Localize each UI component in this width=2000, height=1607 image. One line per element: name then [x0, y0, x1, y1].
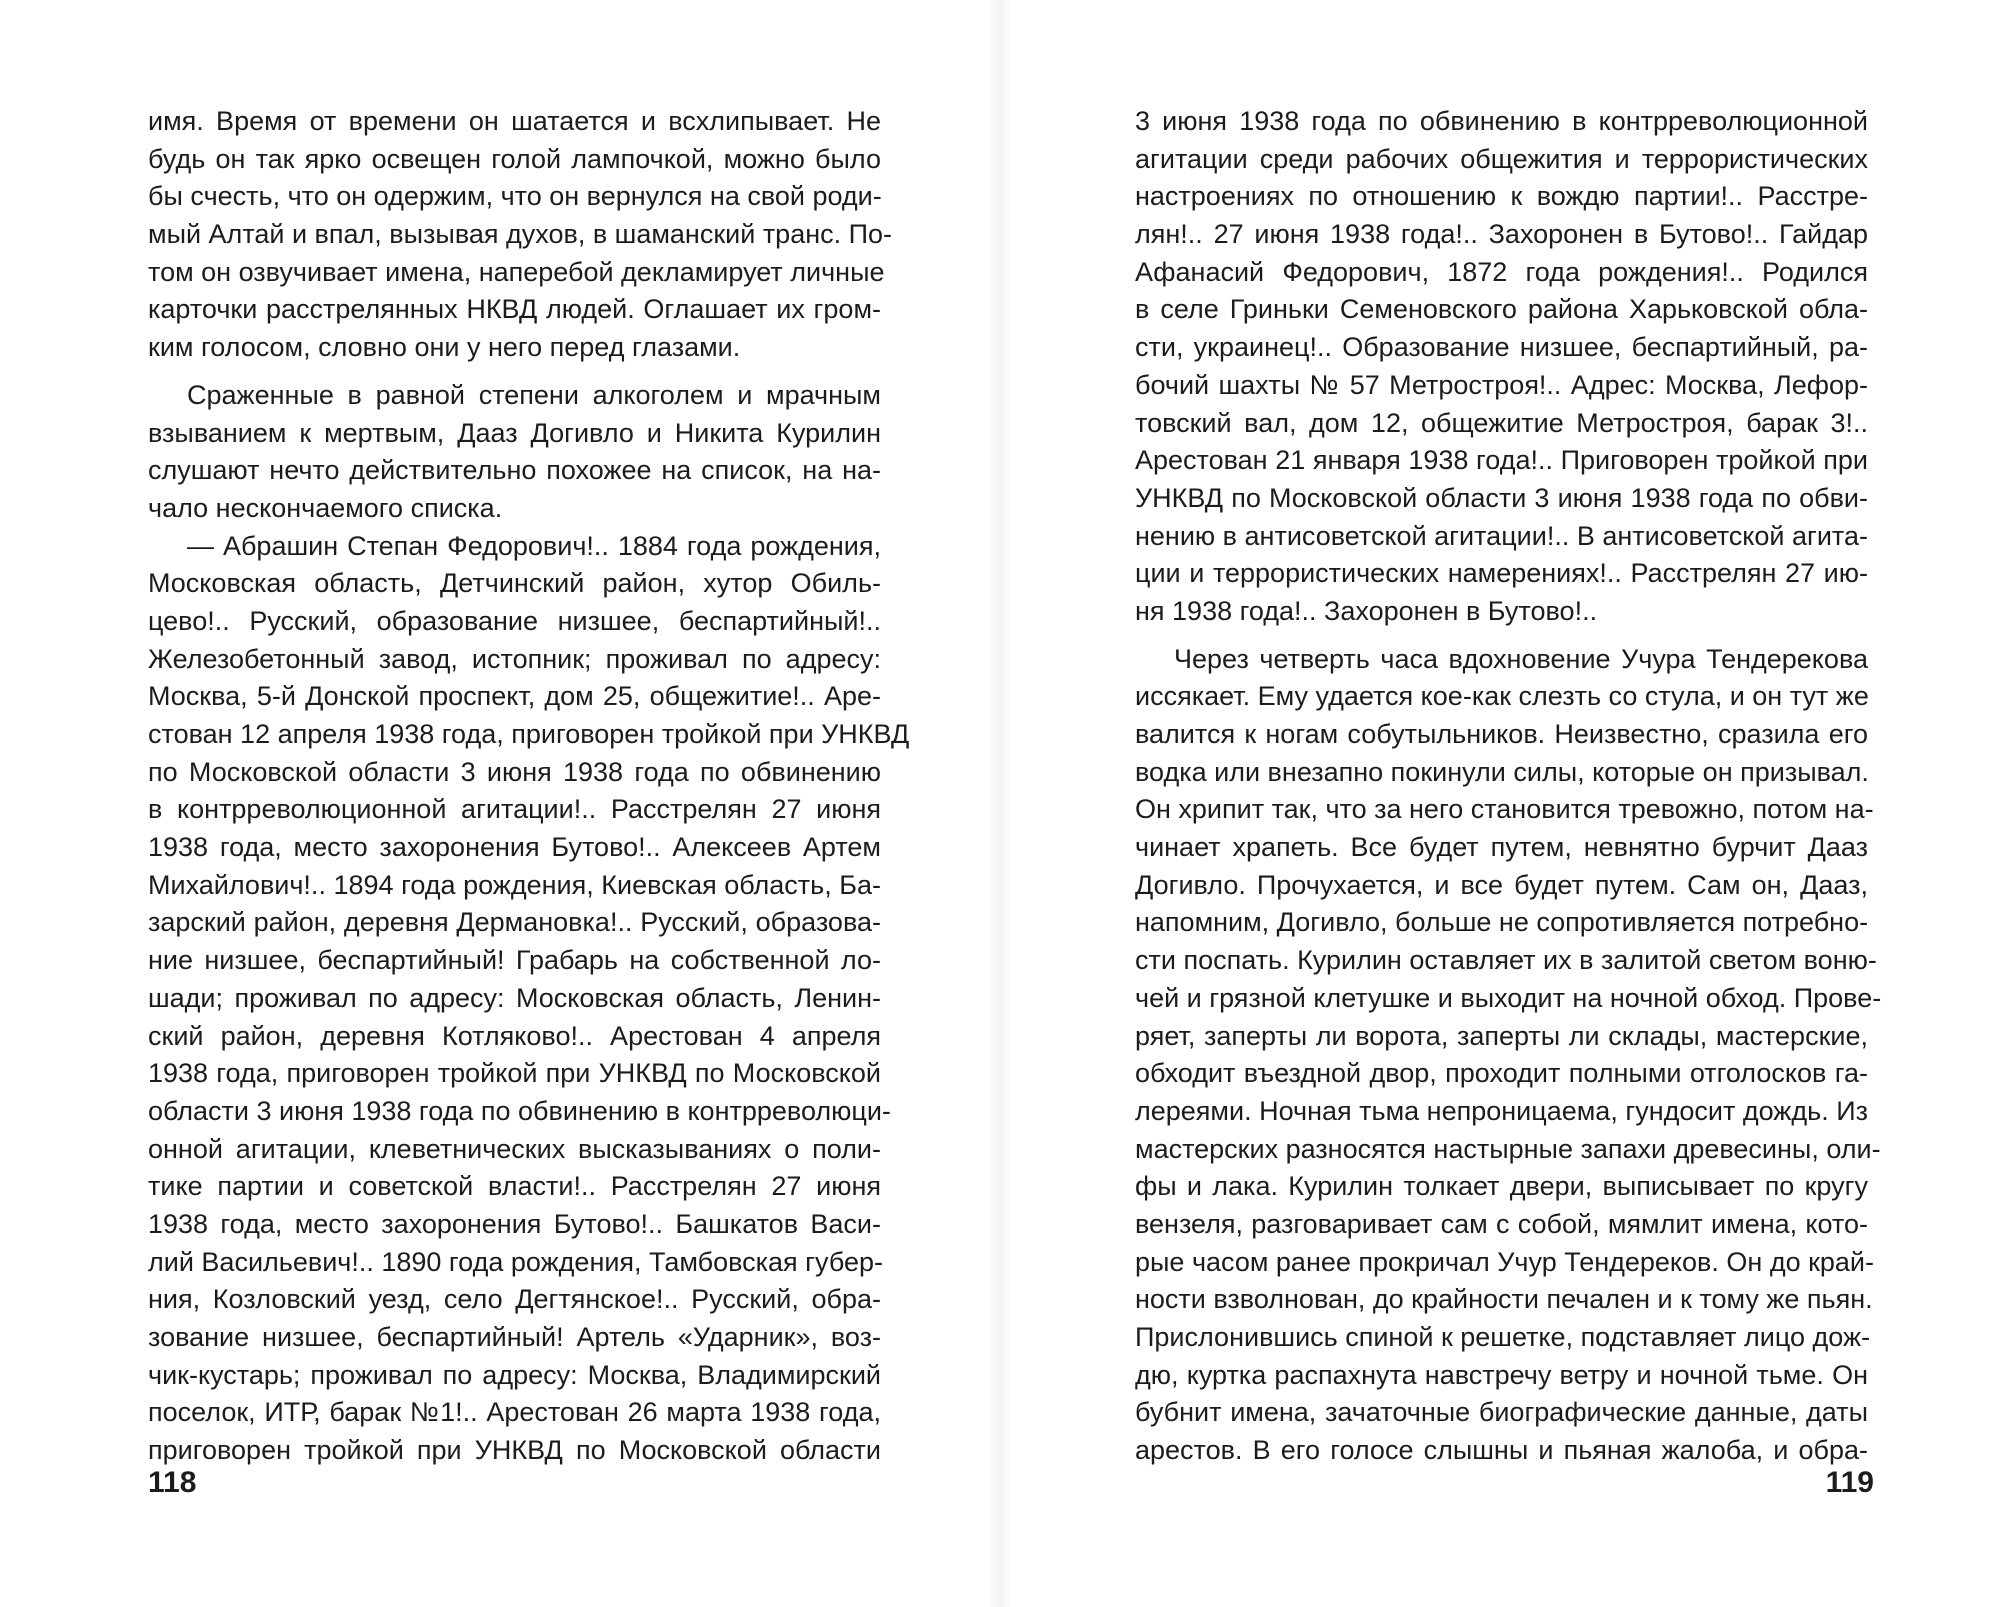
text-line: ности взволнован, до крайности печален и к тому же пьян. [1135, 1284, 1873, 1315]
text-line: лереями. Ночная тьма непроницаема, гундосит дождь. Из [1135, 1095, 1868, 1126]
text-line: лян!.. 27 июня 1938 года!.. Захоронен в Бутово!.. Гайдар [1135, 219, 1868, 250]
text-line: Прислонившись спиной к решетке, подставляет лицо дож- [1135, 1322, 1871, 1352]
text-line: ния, Козловский уезд, село Дегтянское!.. Русский, обра- [148, 1284, 881, 1315]
text-line: чинает храпеть. Все будет путем, невнятно бурчит Дааз [1135, 832, 1868, 863]
text-line: приговорен тройкой при УНКВД по Московской области [148, 1435, 881, 1466]
text-line: будь он так ярко освещен голой лампочкой, можно было [148, 143, 881, 174]
text-line: валится к ногам собутыльников. Неизвестно, сразила его [1135, 719, 1868, 749]
text-line: Сраженные в равной степени алкоголем и мрачным [187, 379, 881, 410]
text-line: ский район, деревня Котляково!.. Арестован 4 апреля [148, 1020, 881, 1051]
text-line: 3 июня 1938 года по обвинению в контрреволюционной [1135, 106, 1868, 136]
text-line: арестов. В его голосе слышны и пьяная жалоба, и обра- [1135, 1435, 1868, 1466]
text-line: иссякает. Ему удается кое-как слезть со стула, и он тут же [1135, 681, 1869, 712]
text-line: поселок, ИТР, барак №1!.. Арестован 26 марта 1938 года, [148, 1397, 881, 1428]
text-line: товский вал, дом 12, общежитие Метростроя, барак 3!.. [1135, 407, 1868, 438]
text-line: по Московской области 3 июня 1938 года по обвинению [148, 756, 881, 787]
text-line: ким голосом, словно они у него перед глазами. [148, 332, 741, 363]
text-line: шади; проживал по адресу: Московская область, Ленин- [148, 982, 881, 1013]
text-line: Железобетонный завод, истопник; проживал по адресу: [148, 643, 881, 674]
text-line: агитации среди рабочих общежития и террористических [1135, 143, 1868, 174]
text-line: Арестован 21 января 1938 года!.. Приговорен тройкой при [1135, 445, 1868, 476]
text-line: в контрреволюционной агитации!.. Расстрелян 27 июня [148, 794, 881, 825]
text-line: Михайлович!.. 1894 года рождения, Киевская область, Ба- [148, 869, 881, 900]
text-line: цево!.. Русский, образование низшее, беспартийный!.. [148, 605, 881, 636]
text-line: области 3 июня 1938 года по обвинению в контрреволюци- [148, 1095, 891, 1126]
text-line: фы и лака. Курилин толкает двери, выписывает по кругу [1135, 1171, 1868, 1202]
page-number-right: 119 [1825, 1466, 1874, 1499]
text-line: вензеля, разговаривает сам с собой, мямлит имена, кото- [1135, 1208, 1868, 1239]
text-line: в селе Гриньки Семеновского района Харьковской обла- [1135, 294, 1868, 325]
text-line: УНКВД по Московской области 3 июня 1938 года по обви- [1135, 482, 1868, 513]
text-line: дю, куртка распахнута навстречу ветру и ночной тьме. Он [1135, 1359, 1868, 1390]
text-line: тике партии и советской власти!.. Расстрелян 27 июня [148, 1171, 881, 1202]
text-line: сти поспать. Курилин оставляет их в залитой светом воню- [1135, 945, 1877, 976]
text-line: Через четверть часа вдохновение Учура Тендерекова [1174, 643, 1868, 674]
text-line: Он хрипит так, что за него становится тревожно, потом на- [1135, 794, 1874, 825]
text-line: бубнит имена, зачаточные биографические данные, даты [1135, 1397, 1868, 1428]
text-line: 1938 года, приговорен тройкой при УНКВД по Московской [148, 1058, 881, 1089]
text-line: стован 12 апреля 1938 года, приговорен тройкой при УНКВД [148, 719, 910, 749]
text-line: 1938 года, место захоронения Бутово!.. Алексеев Артем [148, 832, 881, 863]
text-line: мый Алтай и впал, вызывая духов, в шаманский транс. По- [148, 219, 893, 250]
text-line: обходит въездной двор, проходит полными отголосков га- [1135, 1058, 1868, 1089]
text-line: — Абрашин Степан Федорович!.. 1884 года рождения, [187, 530, 881, 561]
text-line: Догивло. Прочухается, и все будет путем. Сам он, Дааз, [1135, 869, 1868, 900]
text-line: чей и грязной клетушке и выходит на ночной обход. Прове- [1135, 982, 1882, 1013]
text-line: Московская область, Детчинский район, хутор Обиль- [148, 568, 881, 599]
text-line: настроениях по отношению к вождю партии!.. Расстре- [1135, 181, 1868, 212]
text-line: Москва, 5-й Донской проспект, дом 25, общежитие!.. Аре- [148, 681, 881, 712]
text-line: чик-кустарь; проживал по адресу: Москва, Владимирский [148, 1359, 881, 1390]
text-line: мастерских разносятся настырные запахи древесины, оли- [1135, 1133, 1881, 1164]
text-line: имя. Время от времени он шатается и всхлипывает. Не [148, 106, 881, 136]
text-line: чало нескончаемого списка. [148, 492, 503, 523]
right-page-text [1135, 103, 1882, 1470]
text-line: напомним, Догивло, больше не сопротивляется потребно- [1135, 907, 1869, 938]
page-number-left: 118 [148, 1466, 197, 1499]
text-line: зарский район, деревня Дермановка!.. Русский, образова- [148, 907, 881, 938]
text-line: Афанасий Федорович, 1872 года рождения!.. Родился [1135, 256, 1868, 287]
text-line: слушают нечто действительно похожее на список, на на- [148, 455, 881, 486]
text-line: ня 1938 года!.. Захоронен в Бутово!.. [1135, 595, 1598, 626]
text-line: онной агитации, клеветнических высказываниях о поли- [148, 1133, 881, 1164]
text-line: карточки расстрелянных НКВД людей. Оглашает их гром- [148, 294, 881, 325]
text-line: взыванием к мертвым, Дааз Догивло и Никита Курилин [148, 417, 881, 448]
text-line: бы счесть, что он одержим, что он вернулся на свой роди- [148, 181, 882, 212]
text-line: рые часом ранее прокричал Учур Тендереков. Он до край- [1135, 1246, 1875, 1277]
text-line: 1938 года, место захоронения Бутово!.. Башкатов Васи- [148, 1208, 881, 1239]
text-line: сти, украинец!.. Образование низшее, беспартийный, ра- [1135, 332, 1868, 363]
left-page-text [148, 103, 910, 1470]
text-line: бочий шахты № 57 Метростроя!.. Адрес: Москва, Лефор- [1135, 369, 1868, 400]
text-line: том он озвучивает имена, наперебой декламирует личные [148, 256, 885, 287]
text-line: водка или внезапно покинули силы, которые он призывал. [1135, 756, 1869, 787]
text-line: зование низшее, беспартийный! Артель «Ударник», воз- [148, 1322, 881, 1352]
text-line: ряет, заперты ли ворота, заперты ли склады, мастерские, [1135, 1020, 1868, 1051]
book-gutter [988, 0, 1012, 1607]
text-line: лий Васильевич!.. 1890 года рождения, Тамбовская губер- [148, 1246, 884, 1277]
text-line: ции и террористических намерениях!.. Расстрелян 27 ию- [1135, 558, 1868, 589]
text-line: нению в антисоветской агитации!.. В антисоветской агита- [1135, 520, 1868, 551]
text-line: ние низшее, беспартийный! Грабарь на собственной ло- [148, 945, 881, 976]
